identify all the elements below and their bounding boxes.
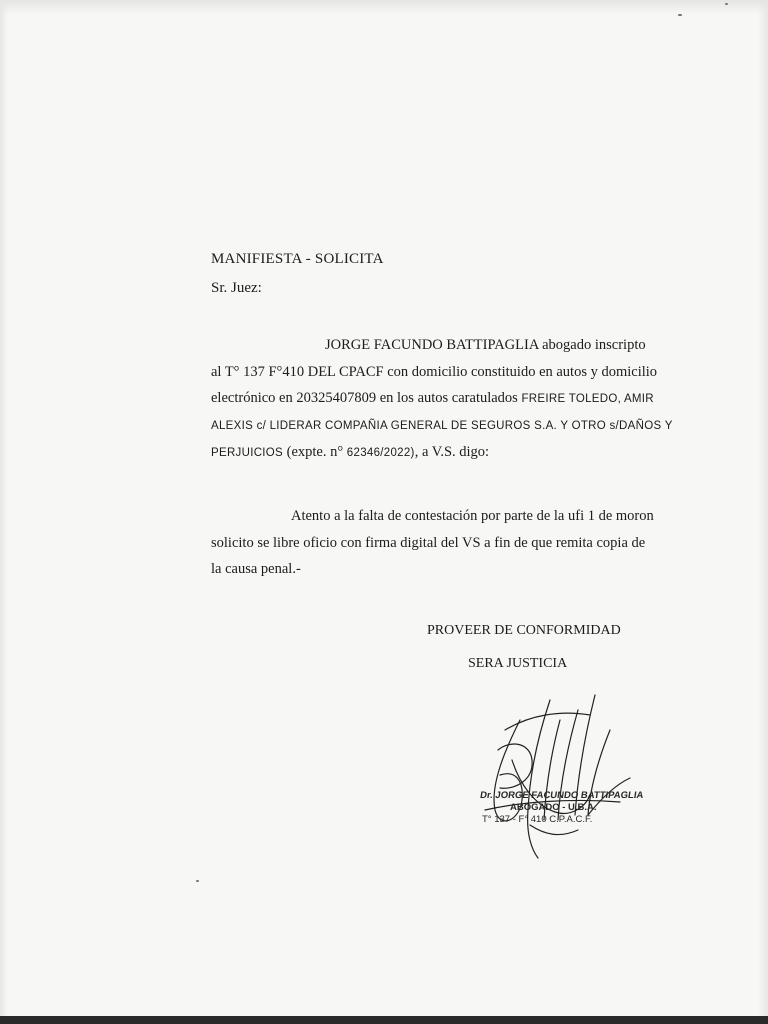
scan-speck — [196, 880, 199, 882]
paragraph-text: (expte. n° — [283, 444, 347, 460]
scan-edge-right — [758, 0, 768, 1024]
paragraph-line: JORGE FACUNDO BATTIPAGLIA abogado inscripto — [325, 337, 646, 353]
scan-speck — [725, 3, 728, 5]
paragraph-line — [211, 385, 671, 413]
scan-edge-left — [0, 0, 8, 1024]
stamp-line: T° 137 - F° 410 C.P.A.C.F. — [482, 814, 593, 825]
lawyer-stamp — [470, 790, 643, 826]
case-title-text: FREIRE TOLEDO, AMIR — [521, 393, 654, 405]
paragraph-line: Atento a la falta de contestación por parte de la ufi 1 de moron — [291, 508, 654, 524]
paragraph-line: la causa penal.- — [211, 561, 301, 577]
document-heading: MANIFIESTA - SOLICITA — [211, 251, 384, 267]
closing-proveer: PROVEER DE CONFORMIDAD — [427, 623, 621, 638]
case-title-text: ALEXIS c/ LIDERAR COMPAÑIA GENERAL DE SEGUROS S.A. Y OTRO s/DAÑOS Y — [211, 419, 673, 432]
scan-edge-bottom — [0, 1016, 768, 1024]
handwritten-signature — [460, 690, 640, 860]
paragraph-text: electrónico en 20325407809 en los autos caratulados — [211, 390, 522, 406]
scan-speck — [678, 14, 682, 16]
paragraph-line: al T° 137 F°410 DEL CPACF con domicilio constituido en autos y domicilio — [211, 363, 658, 380]
case-number-text: 62346/2022) — [346, 447, 415, 459]
closing-justicia: SERA JUSTICIA — [468, 656, 568, 671]
paragraph-request — [211, 503, 671, 583]
stamp-line: Dr. JORGE FACUNDO BATTIPAGLIA — [479, 790, 645, 801]
stamp-line: ABOGADO - U.B.A. — [510, 802, 597, 813]
paragraph-text: , a V.S. digo: — [414, 444, 490, 460]
paragraph-line: solicito se libre oficio con firma digital del VS a fin de que remita copia de — [211, 534, 646, 551]
paragraph-line — [211, 439, 671, 467]
salutation: Sr. Juez: — [211, 280, 262, 296]
scan-edge-top — [0, 0, 768, 14]
case-title-text: PERJUICIOS — [211, 447, 284, 459]
paragraph-presentation — [211, 332, 671, 467]
